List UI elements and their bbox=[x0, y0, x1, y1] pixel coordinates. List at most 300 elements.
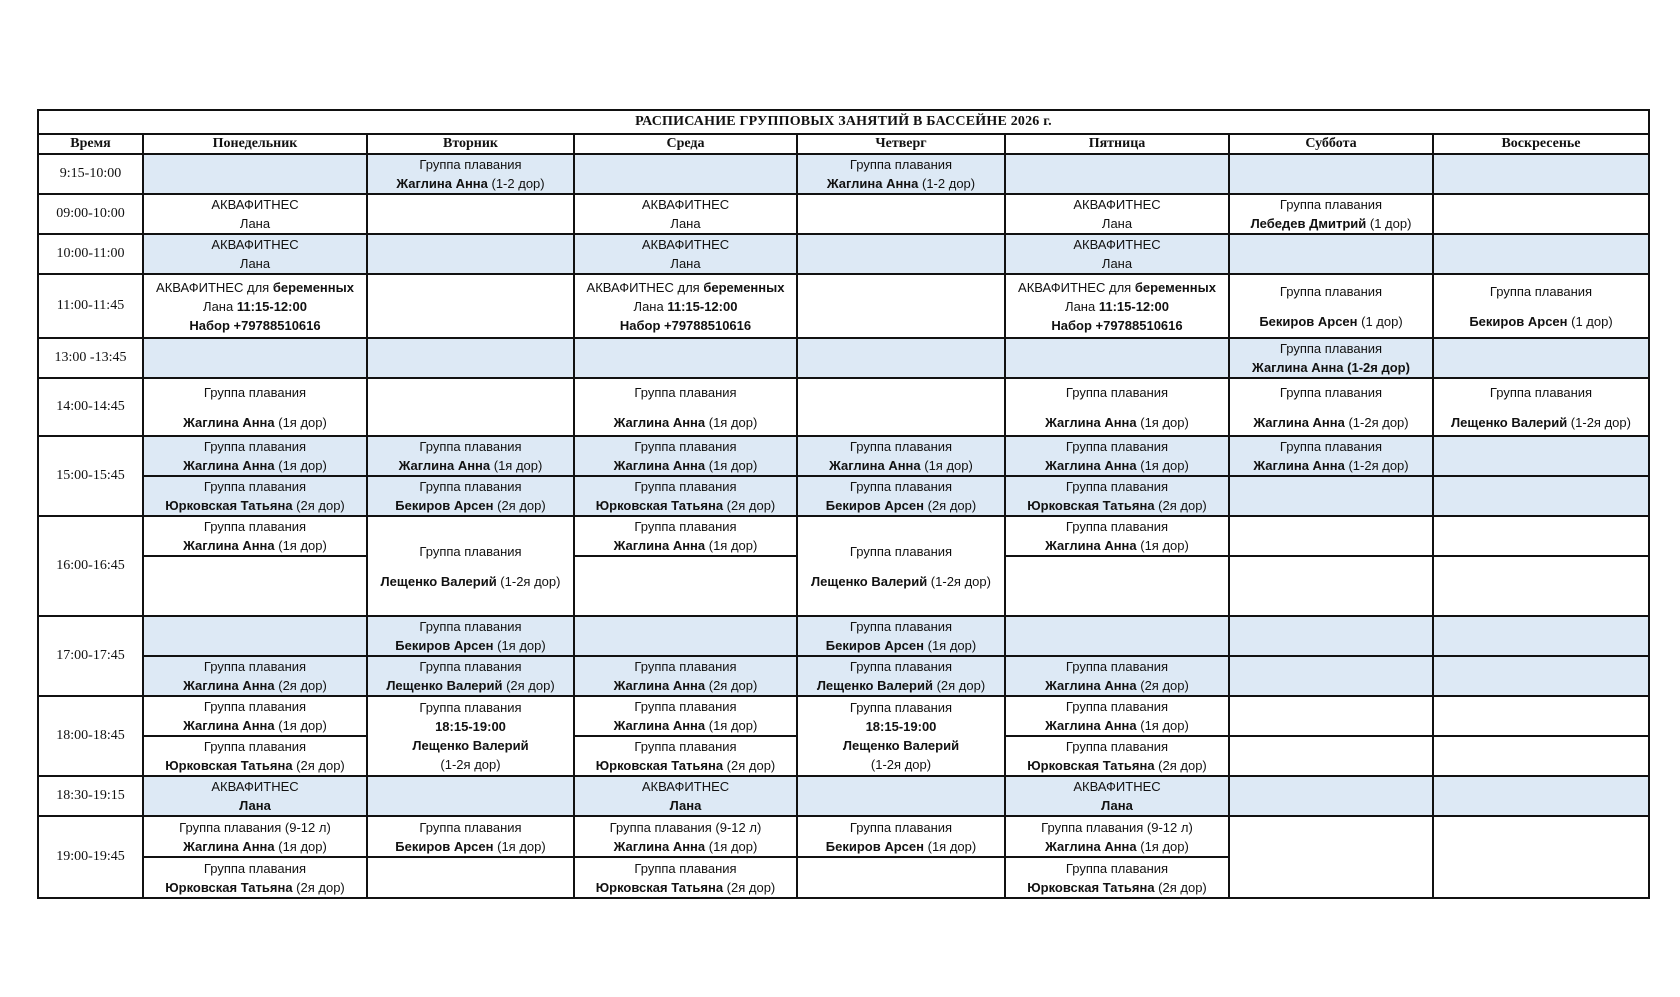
trainer-name: Жаглина Анна bbox=[183, 414, 275, 430]
class-name: АКВАФИТНЕС для bbox=[586, 279, 704, 295]
class-name: Группа плавания bbox=[203, 860, 307, 876]
class-name: АКВАФИТНЕС для bbox=[156, 279, 273, 295]
class-name: Группа плавания bbox=[419, 543, 522, 559]
trainer-name: Лана bbox=[1065, 298, 1099, 314]
class-name: Группа плавания bbox=[849, 543, 953, 559]
class-cell bbox=[1229, 378, 1433, 436]
class-cell-empty bbox=[367, 274, 574, 338]
trainer-name: Юрковская Татьяна bbox=[1027, 879, 1155, 895]
trainer-name: Бекиров Арсен bbox=[825, 638, 924, 653]
class-cell-empty bbox=[574, 556, 797, 616]
class-cell bbox=[574, 436, 797, 476]
class-name: Группа плавания bbox=[1279, 283, 1383, 299]
trainer-name: Жаглина Анна bbox=[1045, 538, 1137, 553]
lane-info: (2я дор) bbox=[726, 498, 776, 513]
enrollment-phone: Набор +79788510616 bbox=[189, 317, 321, 333]
class-cell-empty bbox=[1005, 338, 1229, 378]
schedule-table bbox=[37, 109, 1650, 899]
class-cell bbox=[574, 274, 797, 338]
class-cell-empty bbox=[367, 857, 574, 898]
class-cell bbox=[797, 616, 1005, 656]
class-time: 11:15-12:00 bbox=[236, 298, 307, 314]
class-name: Группа плавания bbox=[849, 659, 953, 674]
trainer-name: Лана bbox=[1101, 798, 1133, 813]
class-name: АКВАФИТНЕС bbox=[641, 237, 730, 252]
class-name: Группа плавания bbox=[634, 384, 737, 400]
schedule-row bbox=[38, 816, 1649, 857]
class-cell-empty bbox=[1433, 476, 1649, 516]
class-cell-empty bbox=[1433, 338, 1649, 378]
lane-info: (1я дор) bbox=[705, 718, 758, 733]
class-name-bold: беременных bbox=[272, 279, 354, 295]
class-name: Группа плавания bbox=[634, 699, 737, 714]
trainer-name: Лещенко Валерий bbox=[380, 573, 497, 589]
schedule-row bbox=[38, 776, 1649, 816]
schedule-row bbox=[38, 154, 1649, 194]
class-name: Группа плавания bbox=[1065, 860, 1169, 876]
class-cell bbox=[1005, 857, 1229, 898]
class-cell-empty bbox=[143, 616, 367, 656]
lane-info: (1я дор) bbox=[493, 838, 546, 854]
trainer-name: Лана bbox=[670, 256, 701, 271]
trainer-name: Жаглина Анна bbox=[826, 176, 919, 191]
class-name: Группа плавания bbox=[203, 659, 307, 674]
class-cell bbox=[574, 656, 797, 696]
lane-info: (2я дор) bbox=[292, 758, 345, 773]
lane-info: (1я дор) bbox=[1136, 414, 1189, 430]
class-cell-empty bbox=[1433, 234, 1649, 274]
class-cell bbox=[1433, 274, 1649, 338]
schedule-row bbox=[38, 476, 1649, 516]
lane-info: (1я дор) bbox=[705, 538, 758, 553]
class-name: Группа плавания bbox=[1279, 439, 1383, 454]
class-name: Группа плавания bbox=[849, 819, 953, 835]
lane-info: (1я дор) bbox=[705, 458, 758, 473]
class-cell-empty bbox=[1229, 154, 1433, 194]
class-cell bbox=[1005, 736, 1229, 776]
class-name: Группа плавания bbox=[203, 439, 307, 454]
class-cell-empty bbox=[1005, 616, 1229, 656]
column-header-wednesday: Среда bbox=[574, 134, 797, 154]
class-name: Группа плавания bbox=[419, 819, 522, 835]
class-cell-empty bbox=[797, 234, 1005, 274]
schedule-title: РАСПИСАНИЕ ГРУППОВЫХ ЗАНЯТИЙ В БАССЕЙНЕ 2026 г. bbox=[38, 110, 1649, 134]
class-cell bbox=[574, 234, 797, 274]
class-cell-empty bbox=[797, 776, 1005, 816]
class-cell-empty bbox=[1229, 656, 1433, 696]
class-name: Группа плавания bbox=[1065, 439, 1169, 454]
class-cell-empty bbox=[1005, 154, 1229, 194]
class-name: Группа плавания bbox=[203, 479, 307, 494]
lane-info: (1-2 дор) bbox=[918, 176, 976, 191]
column-header-friday: Пятница bbox=[1005, 134, 1229, 154]
class-name: АКВАФИТНЕС bbox=[211, 197, 299, 212]
time-slot: 13:00 -13:45 bbox=[38, 338, 143, 378]
time-slot: 17:00-17:45 bbox=[38, 616, 143, 696]
class-cell-empty bbox=[797, 378, 1005, 436]
trainer-name: Лещенко Валерий bbox=[386, 678, 503, 693]
class-cell bbox=[143, 234, 367, 274]
schedule-row bbox=[38, 656, 1649, 696]
time-slot: 18:00-18:45 bbox=[38, 696, 143, 776]
lane-info: (2я дор) bbox=[1158, 498, 1207, 513]
time-slot: 9:15-10:00 bbox=[38, 154, 143, 194]
time-slot: 19:00-19:45 bbox=[38, 816, 143, 898]
time-slot: 14:00-14:45 bbox=[38, 378, 143, 436]
lane-info: (1я дор) bbox=[274, 538, 327, 553]
class-cell-empty bbox=[574, 338, 797, 378]
class-cell bbox=[1229, 436, 1433, 476]
column-header-tuesday: Вторник bbox=[367, 134, 574, 154]
lane-info: (2я дор) bbox=[1154, 758, 1207, 773]
class-cell-empty bbox=[1433, 696, 1649, 736]
class-name-bold: беременных bbox=[1134, 279, 1216, 295]
class-name: АКВАФИТНЕС bbox=[641, 197, 730, 212]
lane-info: (2я дор) bbox=[502, 678, 555, 693]
class-name: Группа плавания bbox=[1065, 384, 1169, 400]
schedule-row bbox=[38, 194, 1649, 234]
class-cell bbox=[143, 378, 367, 436]
lane-info: (1-2я дор) bbox=[927, 573, 991, 589]
class-cell bbox=[143, 274, 367, 338]
class-cell bbox=[143, 857, 367, 898]
time-slot: 18:30-19:15 bbox=[38, 776, 143, 816]
class-name: АКВАФИТНЕС bbox=[1073, 237, 1161, 252]
class-name: Группа плавания bbox=[419, 479, 522, 494]
class-cell-empty bbox=[1433, 556, 1649, 616]
class-cell bbox=[143, 476, 367, 516]
class-cell bbox=[574, 516, 797, 556]
trainer-name: Жаглина Анна bbox=[613, 458, 706, 473]
class-cell-empty bbox=[367, 194, 574, 234]
class-cell bbox=[143, 656, 367, 696]
lane-info: (1-2я дор) bbox=[1344, 414, 1409, 430]
trainer-name: Лещенко Валерий bbox=[842, 738, 960, 753]
time-slot: 15:00-15:45 bbox=[38, 436, 143, 516]
class-cell bbox=[367, 154, 574, 194]
class-cell bbox=[143, 776, 367, 816]
class-cell bbox=[367, 656, 574, 696]
class-cell bbox=[574, 736, 797, 776]
class-cell bbox=[574, 696, 797, 736]
lane-info: (1я дор) bbox=[920, 458, 973, 473]
lane-info: (2я дор) bbox=[932, 678, 986, 693]
class-cell bbox=[797, 436, 1005, 476]
class-cell bbox=[1229, 274, 1433, 338]
class-time: 11:15-12:00 bbox=[667, 298, 738, 314]
trainer-name: Жаглина Анна bbox=[1045, 678, 1137, 693]
class-name: АКВАФИТНЕС bbox=[641, 779, 730, 794]
trainer-name: Жаглина Анна bbox=[396, 176, 488, 191]
class-cell-empty bbox=[143, 556, 367, 616]
trainer-name: Лана bbox=[670, 216, 701, 231]
class-cell-empty bbox=[1229, 696, 1433, 736]
column-header-thursday: Четверг bbox=[797, 134, 1005, 154]
class-cell bbox=[1229, 194, 1433, 234]
trainer-name: Лана bbox=[203, 298, 237, 314]
trainer-name: Жаглина Анна bbox=[183, 458, 275, 473]
time-slot: 09:00-10:00 bbox=[38, 194, 143, 234]
class-cell bbox=[574, 857, 797, 898]
class-name: АКВАФИТНЕС bbox=[211, 237, 299, 252]
class-name: Группа плавания bbox=[1279, 197, 1383, 212]
class-name: Группа плавания bbox=[849, 439, 953, 454]
class-cell bbox=[1005, 194, 1229, 234]
class-cell-empty bbox=[1229, 556, 1433, 616]
class-cell bbox=[143, 816, 367, 857]
class-cell bbox=[143, 736, 367, 776]
lane-info: (2я дор) bbox=[493, 498, 546, 513]
class-time: 18:15-19:00 bbox=[865, 719, 937, 734]
class-name: АКВАФИТНЕС bbox=[1073, 197, 1161, 212]
trainer-name: Жаглина Анна bbox=[183, 538, 275, 553]
time-slot: 10:00-11:00 bbox=[38, 234, 143, 274]
trainer-name: Лана bbox=[239, 216, 271, 231]
class-cell-empty bbox=[1229, 776, 1433, 816]
class-cell bbox=[143, 696, 367, 736]
class-cell-empty bbox=[1433, 736, 1649, 776]
column-header-sunday: Воскресенье bbox=[1433, 134, 1649, 154]
lane-info: (1я дор) bbox=[1136, 458, 1189, 473]
class-cell-empty bbox=[1229, 816, 1433, 898]
class-name: Группа плавания bbox=[1279, 341, 1383, 356]
class-cell bbox=[797, 516, 1005, 616]
lane-info: (1-2я дор) bbox=[1567, 414, 1631, 430]
class-name: Группа плавания bbox=[203, 739, 307, 754]
class-cell-empty bbox=[1229, 616, 1433, 656]
column-header-time: Время bbox=[38, 134, 143, 154]
enrollment-phone: Набор +79788510616 bbox=[619, 317, 752, 333]
class-cell bbox=[1005, 476, 1229, 516]
class-cell bbox=[574, 816, 797, 857]
schedule-row bbox=[38, 696, 1649, 736]
trainer-name: Лана bbox=[633, 298, 668, 314]
time-slot: 11:00-11:45 bbox=[38, 274, 143, 338]
lane-info: (1-2 дор) bbox=[487, 176, 545, 191]
class-cell bbox=[797, 656, 1005, 696]
trainer-name: Бекиров Арсен bbox=[825, 838, 924, 854]
lane-info: (1 дор) bbox=[1357, 313, 1403, 329]
trainer-name: Юрковская Татьяна bbox=[1027, 498, 1159, 513]
class-cell-empty bbox=[1433, 436, 1649, 476]
trainer-name: Лана bbox=[1101, 216, 1133, 231]
class-name: Группа плавания bbox=[1279, 384, 1383, 400]
lane-info: (1-2я дор) bbox=[496, 573, 561, 589]
trainer-name: Жаглина Анна bbox=[613, 414, 706, 430]
class-cell-empty bbox=[1229, 516, 1433, 556]
lane-info: (2я дор) bbox=[723, 879, 776, 895]
trainer-name: Юрковская Татьяна bbox=[1027, 758, 1155, 773]
class-cell bbox=[1005, 696, 1229, 736]
trainer-name: Жаглина Анна bbox=[613, 538, 706, 553]
trainer-name: Жаглина Анна bbox=[613, 718, 706, 733]
class-cell-empty bbox=[1433, 154, 1649, 194]
lane-info: (1я дор) bbox=[705, 838, 758, 854]
class-name: Группа плавания (9-12 л) bbox=[179, 819, 331, 835]
trainer-name: Бекиров Арсен bbox=[395, 638, 494, 653]
class-name: Группа плавания bbox=[849, 157, 953, 172]
schedule-row bbox=[38, 616, 1649, 656]
class-cell bbox=[143, 194, 367, 234]
lane-info: (1 дор) bbox=[1567, 313, 1613, 329]
schedule-row bbox=[38, 378, 1649, 436]
trainer-name: Лещенко Валерий bbox=[412, 738, 529, 753]
trainer-name: Юрковская Татьяна bbox=[595, 498, 727, 513]
trainer-name: Юрковская Татьяна bbox=[595, 879, 724, 895]
lane-info: (1я дор) bbox=[705, 414, 758, 430]
trainer-name: Бекиров Арсен bbox=[395, 838, 494, 854]
class-cell-empty bbox=[1433, 656, 1649, 696]
lane-info: (1-2я дор) bbox=[1344, 458, 1409, 473]
class-name: Группа плавания (9-12 л) bbox=[609, 819, 762, 835]
class-cell bbox=[1005, 436, 1229, 476]
schedule-row bbox=[38, 338, 1649, 378]
lane-info: (2я дор) bbox=[296, 498, 345, 513]
schedule-row bbox=[38, 436, 1649, 476]
class-cell bbox=[574, 776, 797, 816]
trainer-name: Юрковская Татьяна bbox=[165, 758, 293, 773]
class-cell bbox=[367, 816, 574, 857]
class-cell-empty bbox=[574, 616, 797, 656]
class-name: Группа плавания bbox=[634, 439, 737, 454]
class-cell-empty bbox=[367, 234, 574, 274]
lane-info: (1я дор) bbox=[274, 458, 327, 473]
trainer-name: Лана bbox=[1101, 256, 1133, 271]
lane-info: (1я дор) bbox=[490, 458, 543, 473]
class-cell bbox=[1229, 338, 1433, 378]
class-name: Группа плавания bbox=[634, 519, 737, 534]
lane-info: (1я дор) bbox=[924, 838, 977, 854]
trainer-name: Бекиров Арсен bbox=[825, 498, 924, 513]
class-name: Группа плавания bbox=[1065, 659, 1169, 674]
class-cell bbox=[797, 816, 1005, 857]
class-name: АКВАФИТНЕС для bbox=[1018, 279, 1135, 295]
class-name: Группа плавания bbox=[1489, 283, 1593, 299]
trainer-name: Жаглина Анна bbox=[1253, 414, 1345, 430]
class-name: Группа плавания bbox=[1065, 739, 1169, 754]
schedule-sheet bbox=[37, 109, 1648, 899]
class-cell-empty bbox=[1433, 194, 1649, 234]
class-cell-empty bbox=[797, 857, 1005, 898]
class-name: Группа плавания bbox=[419, 659, 522, 674]
class-cell bbox=[574, 378, 797, 436]
trainer-name: Юрковская Татьяна bbox=[595, 758, 724, 773]
class-name: Группа плавания bbox=[419, 439, 522, 454]
class-cell-empty bbox=[797, 338, 1005, 378]
class-cell bbox=[797, 154, 1005, 194]
trainer-name: Лана bbox=[239, 256, 271, 271]
column-header-saturday: Суббота bbox=[1229, 134, 1433, 154]
class-cell bbox=[367, 516, 574, 616]
column-header-monday: Понедельник bbox=[143, 134, 367, 154]
lane-info: (1я дор) bbox=[274, 838, 327, 854]
lane-info: (1 дор) bbox=[1366, 216, 1412, 231]
trainer-name: Жаглина Анна bbox=[829, 458, 921, 473]
lane-info: (1-2я дор) bbox=[440, 757, 501, 772]
class-cell bbox=[574, 194, 797, 234]
class-cell bbox=[797, 696, 1005, 776]
class-name: Группа плавания bbox=[203, 519, 307, 534]
class-cell-empty bbox=[143, 338, 367, 378]
class-cell-empty bbox=[1229, 234, 1433, 274]
class-name: Группа плавания bbox=[419, 157, 522, 172]
trainer-name: Лана bbox=[239, 798, 271, 813]
trainer-name: Жаглина Анна bbox=[398, 458, 491, 473]
class-cell-empty bbox=[367, 338, 574, 378]
class-name: Группа плавания bbox=[1065, 479, 1169, 494]
lane-info: (1-2я дор) bbox=[870, 757, 932, 772]
lane-info: (1я дор) bbox=[1136, 838, 1189, 854]
trainer-name: Жаглина Анна bbox=[1045, 414, 1137, 430]
trainer-name: Лещенко Валерий bbox=[816, 678, 933, 693]
schedule-row bbox=[38, 234, 1649, 274]
class-cell bbox=[1005, 234, 1229, 274]
column-header-row bbox=[38, 134, 1649, 154]
trainer-name: Юрковская Татьяна bbox=[165, 498, 297, 513]
class-cell bbox=[1005, 378, 1229, 436]
class-cell bbox=[367, 616, 574, 656]
trainer-name: Жаглина Анна bbox=[613, 838, 706, 854]
trainer-name: Жаглина Анна bbox=[183, 678, 275, 693]
class-cell-empty bbox=[1433, 776, 1649, 816]
class-time: 11:15-12:00 bbox=[1098, 298, 1169, 314]
lane-info: (2я дор) bbox=[274, 678, 327, 693]
class-name: Группа плавания bbox=[634, 739, 737, 754]
class-cell bbox=[574, 476, 797, 516]
trainer-name: Бекиров Арсен bbox=[1469, 313, 1568, 329]
class-cell-empty bbox=[1229, 736, 1433, 776]
trainer-name: Жаглина Анна bbox=[183, 838, 275, 854]
trainer-name: Бекиров Арсен bbox=[1259, 313, 1358, 329]
class-name: Группа плавания bbox=[849, 479, 953, 494]
class-cell-empty bbox=[574, 154, 797, 194]
class-name: Группа плавания bbox=[1489, 384, 1593, 400]
class-cell bbox=[1433, 378, 1649, 436]
lane-info: (1я дор) bbox=[274, 718, 327, 733]
class-cell-empty bbox=[143, 154, 367, 194]
class-cell-empty bbox=[1433, 516, 1649, 556]
trainer-name: Бекиров Арсен bbox=[395, 498, 494, 513]
class-name: АКВАФИТНЕС bbox=[211, 779, 299, 794]
class-name: Группа плавания bbox=[203, 384, 307, 400]
lane-info: (2я дор) bbox=[292, 879, 345, 895]
lane-info: (1я дор) bbox=[1136, 718, 1189, 733]
enrollment-phone: Набор +79788510616 bbox=[1051, 317, 1183, 333]
trainer-name: Лана bbox=[669, 798, 702, 813]
class-name: Группа плавания bbox=[634, 860, 737, 876]
trainer-name: Жаглина Анна bbox=[1045, 718, 1137, 733]
trainer-name: Жаглина Анна bbox=[613, 678, 706, 693]
class-name: АКВАФИТНЕС bbox=[1073, 779, 1161, 794]
trainer-name: Жаглина Анна bbox=[1045, 838, 1137, 854]
trainer-name: Жаглина Анна bbox=[183, 718, 275, 733]
lane-info: (2я дор) bbox=[723, 758, 776, 773]
lane-info: (2я дор) bbox=[1136, 678, 1189, 693]
class-name: Группа плавания bbox=[634, 479, 737, 494]
class-cell-empty bbox=[1229, 476, 1433, 516]
time-slot: 16:00-16:45 bbox=[38, 516, 143, 616]
trainer-name: Лещенко Валерий bbox=[1451, 414, 1568, 430]
class-cell bbox=[797, 476, 1005, 516]
class-name: Группа плавания (9-12 л) bbox=[1041, 819, 1193, 835]
class-name: Группа плавания bbox=[1065, 699, 1169, 714]
class-name: Группа плавания bbox=[419, 700, 522, 715]
class-cell bbox=[367, 476, 574, 516]
class-cell-empty bbox=[797, 274, 1005, 338]
lane-info: (1я дор) bbox=[1136, 538, 1189, 553]
trainer-name: Лещенко Валерий bbox=[811, 573, 928, 589]
class-cell-empty bbox=[367, 378, 574, 436]
